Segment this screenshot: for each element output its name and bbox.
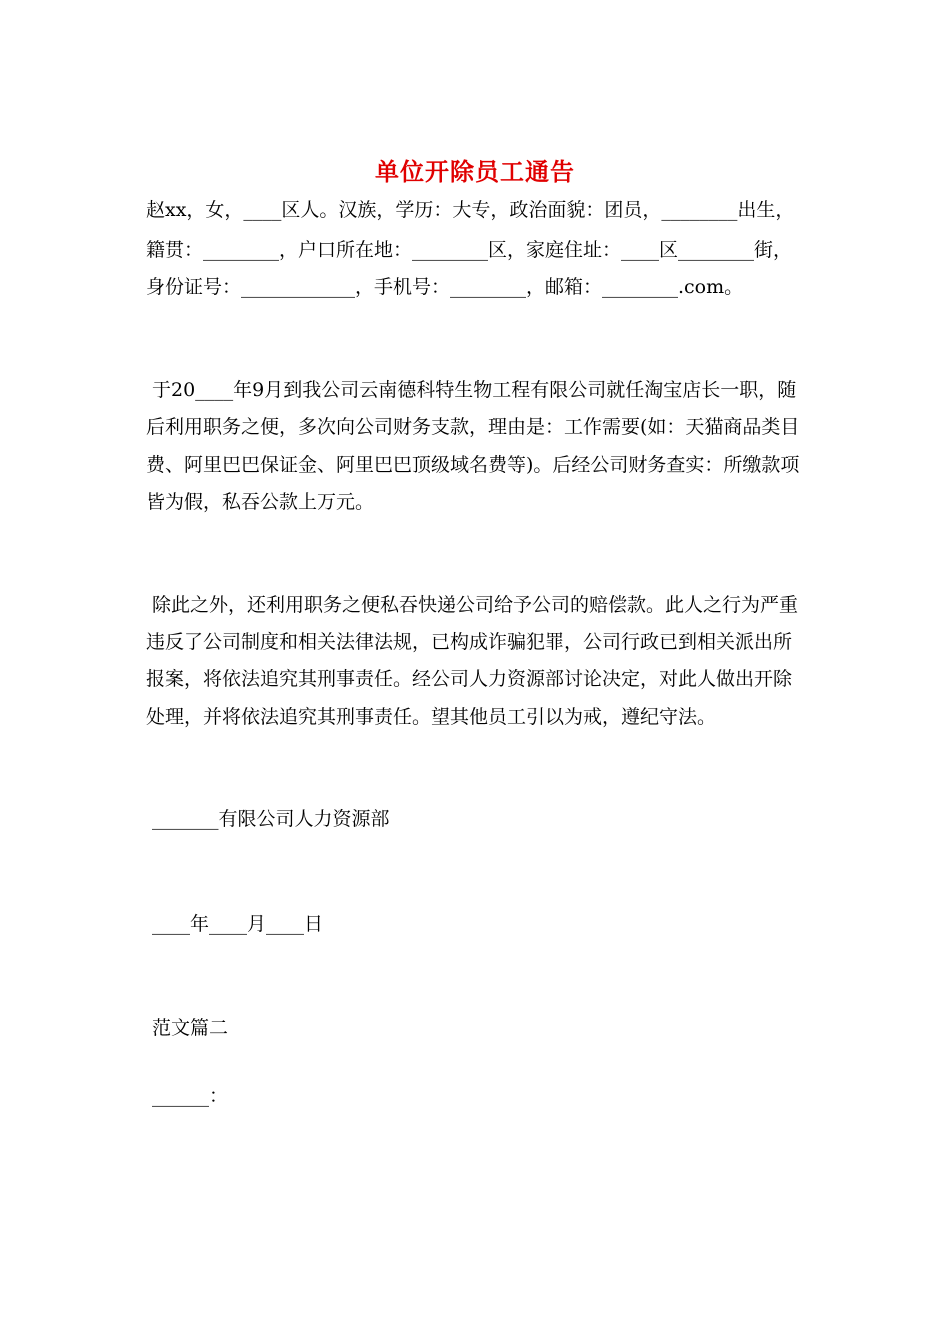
- info-line: 身份证号：____________，手机号：________，邮箱：________.com。: [146, 276, 744, 298]
- paragraph-line: 处理，并将依法追究其刑事责任。望其他员工引以为戒，遵纪守法。: [146, 706, 717, 728]
- paragraph-line: 后利用职务之便，多次向公司财务支款，理由是：工作需要(如：天猫商品类目: [146, 416, 800, 438]
- paragraph-line: 皆为假，私吞公款上万元。: [146, 491, 375, 513]
- date-line: ____年____月____日: [152, 913, 324, 935]
- signature: _______有限公司人力资源部: [152, 808, 390, 830]
- paragraph-line: 违反了公司制度和相关法律法规，已构成诈骗犯罪，公司行政已到相关派出所: [146, 631, 793, 653]
- paragraph-line: 报案，将依法追究其刑事责任。经公司人力资源部讨论决定，对此人做出开除: [146, 668, 793, 690]
- paragraph-line: 费、阿里巴巴保证金、阿里巴巴顶级域名费等)。后经公司财务查实：所缴款项: [146, 454, 800, 476]
- document-title: 单位开除员工通告: [375, 158, 575, 186]
- section-label: 范文篇二: [152, 1017, 229, 1039]
- salutation: ______：: [152, 1085, 229, 1107]
- paragraph-line: 除此之外，还利用职务之便私吞快递公司给予公司的赔偿款。此人之行为严重: [152, 594, 799, 616]
- info-line: 籍贯：________，户口所在地：________区，家庭住址：____区________街，: [146, 239, 793, 261]
- info-line: 赵xx，女，____区人。汉族，学历：大专，政治面貌：团员，________出生，: [146, 199, 795, 221]
- paragraph-line: 于20____年9月到我公司云南德科特生物工程有限公司就任淘宝店长一职，随: [152, 379, 797, 401]
